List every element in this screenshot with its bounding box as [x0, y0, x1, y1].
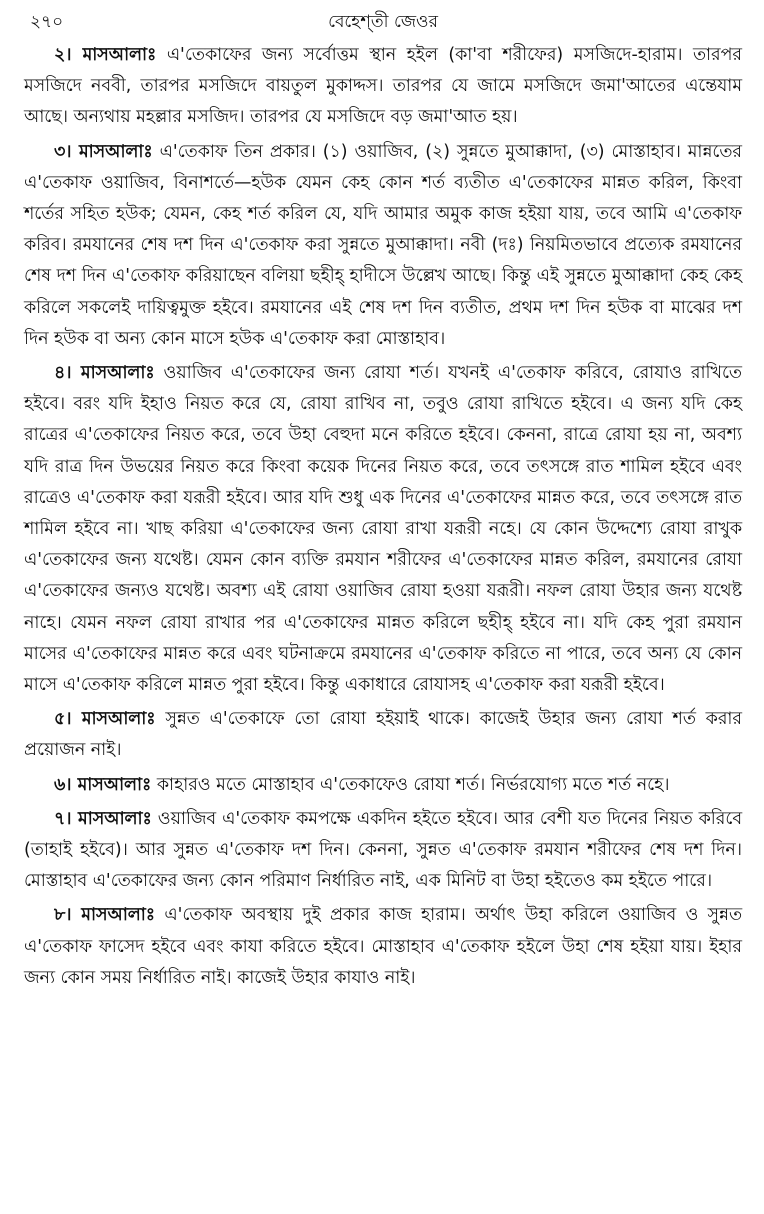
masala-text: কাহারও মতে মোস্তাহাব এ'তেকাফেও রোযা শর্ত। নির্ভরযোগ্য মতে শর্ত নহে।: [151, 774, 670, 795]
page-header: [24, 0, 742, 40]
masala-label: ৩। মাসআলাঃ: [54, 141, 153, 162]
masala-7-paragraph: [24, 804, 742, 898]
masala-text: এ'তেকাফের জন্য সর্বোত্তম স্থান হইল (কা'বা শরীফের) মসজিদে-হারাম। তারপর মসজিদে নববী, তারপর মসজিদে বায়তুল মুকাদ্দস। তারপর যে জামে মসজিদে জমা'আতের এন্তেযাম আছে। অন্যথায় মহল্লার মসজিদ। তারপর যে মসজিদে বড় জমা'আত হয়।: [24, 45, 742, 128]
masala-label: ২। মাসআলাঃ: [54, 45, 157, 65]
masala-6-paragraph: [24, 770, 742, 801]
masala-label: ৭। মাসআলাঃ: [54, 808, 152, 829]
masala-label: ৮। মাসআলাঃ: [54, 905, 156, 926]
masala-text: এ'তেকাফ অবস্থায় দুই প্রকার কাজ হারাম। অর্থাৎ উহা করিলে ওয়াজিব ও সুন্নত এ'তেকাফ ফাসেদ হইবে এবং কাযা করিতে হইবে। মোস্তাহাব এ'তেকাফ হইলে উহা শেষ হইয়া যায়। ইহার জন্য কোন সময় নির্ধারিত নাই। কাজেই উহার কাযাও নাই।: [24, 905, 742, 988]
masala-2-paragraph: [24, 40, 742, 134]
masala-label: ৫। মাসআলাঃ: [54, 709, 156, 730]
masala-label: ৬। মাসআলাঃ: [54, 774, 152, 795]
masala-text: ওয়াজিব এ'তেকাফের জন্য রোযা শর্ত। যখনই এ'তেকাফ করিবে, রোযাও রাখিতে হইবে। বরং যদি ইহাও নিয়ত করে যে, রোযা রাখিব না, তবুও রোযা রাখিতে হইবে। এ জন্য যদি কেহ রাত্রের এ'তেকাফের নিয়ত করে, তবে উহা বেহুদা মনে করিতে হইবে। কেননা, রাত্রে রোযা হয় না, অবশ্য যদি রাত্র দিন উভয়ের নিয়ত করে কিংবা কয়েক দিনের নিয়ত করে, তবে তৎসঙ্গে রাত শামিল হইবে এবং রাত্রেও এ'তেকাফ করা যরূরী হইবে। আর যদি শুধু এক দিনের এ'তেকাফের মান্নত করে, তবে তৎসঙ্গে রাত শামিল হইবে না। খাছ করিয়া এ'তেকাফের জন্য রোযা রাখা যরূরী নহে। যে কোন উদ্দেশ্যে রোযা রাখুক এ'তেকাফের জন্য যথেষ্ট। যেমন কোন ব্যক্তি রমযান শরীফের এ'তেকাফের মান্নত করিল, রমযানের রোযা এ'তেকাফের জন্যও যথেষ্ট। অবশ্য এই রোযা ওয়াজিব রোযা হওয়া যরূরী। নফল রোযা উহার জন্য যথেষ্ট নাহে। যেমন নফল রোযা রাখার পর এ'তেকাফের মান্নত করিলে ছহীহ্‌ হইবে না। যদি কেহ পুরা রমযান মাসের এ'তেকাফের মান্নত করে এবং ঘটনাক্রমে রমযানের এ'তেকাফ করিতে না পারে, তবে অন্য যে কোন মাসে এ'তেকাফ করিলে মান্নত পুরা হইবে। কিন্তু একাধারে রোযাসহ এ'তেকাফ করা যরূরী হইবে।: [24, 363, 742, 696]
masala-label: ৪। মাসআলাঃ: [54, 363, 155, 384]
page-body: [24, 40, 742, 994]
masala-text: এ'তেকাফ তিন প্রকার। (১) ওয়াজিব, (২) সুন্নতে মুআক্কাদা, (৩) মোস্তাহাব। মান্নতের এ'তেকাফ ওয়াজিব, বিনাশর্তে—হউক যেমন কেহ কোন শর্ত ব্যতীত এ'তেকাফের মান্নত করিল, কিংবা শর্তের সহিত হউক; যেমন, কেহ শর্ত করিল যে, যদি আমার অমুক কাজ হইয়া যায়, তবে আমি এ'তেকাফ করিব। রমযানের শেষ দশ দিন এ'তেকাফ করা সুন্নতে মুআক্কাদা। নবী (দঃ) নিয়মিতভাবে প্রত্যেক রমযানের শেষ দশ দিন এ'তেকাফ করিয়াছেন বলিয়া ছহীহ্‌ হাদীসে উল্লেখ আছে। কিন্তু এই সুন্নতে মুআক্কাদা কেহ কেহ করিলে সকলেই দায়িত্বমুক্ত হইবে। রমযানের এই শেষ দশ দিন ব্যতীত, প্রথম দশ দিন হউক বা মাঝের দশ দিন হউক বা অন্য কোন মাসে হউক এ'তেকাফ করা মোস্তাহাব।: [24, 141, 742, 349]
masala-3-paragraph: [24, 137, 742, 355]
page-number: ২৭০: [30, 12, 64, 32]
masala-text: ওয়াজিব এ'তেকাফ কমপক্ষে একদিন হইতে হইবে। আর বেশী যত দিনের নিয়ত করিবে (তাহাই হইবে)। আর সুন্নত এ'তেকাফ দশ দিন। কেননা, সুন্নত এ'তেকাফ রমযান শরীফের শেষ দশ দিন। মোস্তাহাব এ'তেকাফের জন্য কোন পরিমাণ নির্ধারিত নাই, এক মিনিট বা উহা হইতেও কম হইতে পারে।: [24, 808, 742, 892]
running-title: বেহেশ্‌তী জেওর: [328, 12, 438, 32]
masala-5-paragraph: [24, 704, 742, 766]
masala-4-paragraph: [24, 358, 742, 701]
masala-8-paragraph: [24, 900, 742, 994]
masala-text: সুন্নত এ'তেকাফে তো রোযা হইয়াই থাকে। কাজেই উহার জন্য রোযা শর্ত করার প্রয়োজন নাই।: [24, 709, 742, 761]
